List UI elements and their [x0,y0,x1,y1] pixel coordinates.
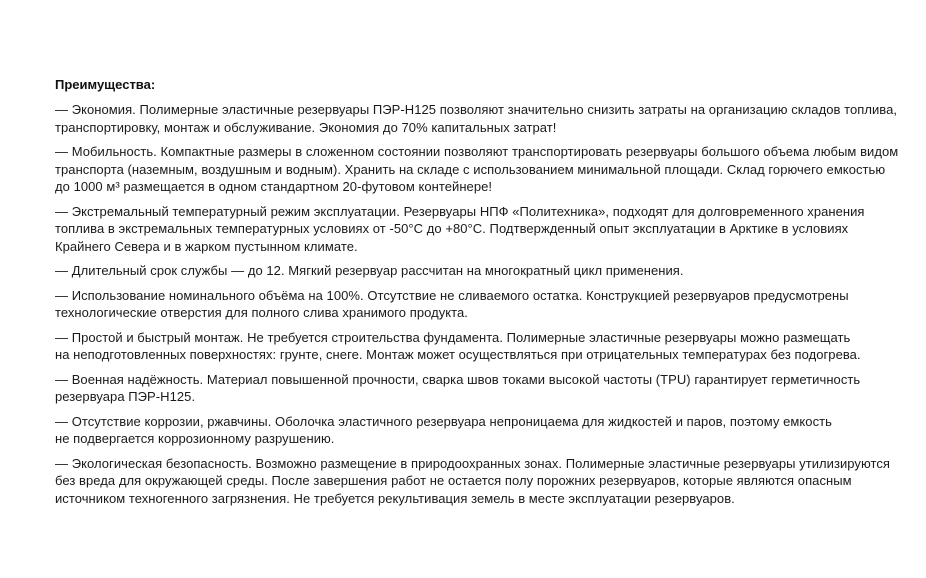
text-line: источником техногенного загрязнения. Не требуется рекультивация земель в месте эксплуатации резервуаров. [55,490,735,506]
advantage-temperature [55,203,885,256]
section-heading: Преимущества: [55,77,156,92]
text-line: топлива в экстремальных температурных условиях от -50°C до +80°C. Подтвержденный опыт эксплуатации в Арктике в условиях [55,221,849,236]
advantage-mobility [55,143,899,196]
text-line: без вреда для окружающей среды. После завершения работ не остается полу порожних резервуаров, которые являются опасным [55,473,852,488]
text-line: Крайнего Севера и в жарком пустынном климате. [55,238,358,254]
advantage-full-volume [55,287,885,322]
advantage-easy-installation [55,329,885,364]
text-line: — Военная надёжность. Материал повышенной прочности, сварка швов токами высокой частоты (TPU) гарантирует герметичность [55,371,861,387]
advantage-military-reliability [55,371,885,406]
text-line: транспортировку, монтаж и обслуживание. Экономия до 70% капитальных затрат! [55,119,557,135]
text-line: на неподготовленных поверхностях: грунте, снеге. Монтаж может осуществляться при отрицательных температурах без подогрева. [55,347,861,362]
text-line: — Длительный срок службы — до 12. Мягкий резервуар рассчитан на многократный цикл применения. [55,263,684,278]
text-line: технологические отверстия для полного слива хранимого продукта. [55,305,468,320]
text-line: — Использование номинального объёма на 100%. Отсутствие не сливаемого остатка. Конструкцией резервуаров предусмотрены [55,287,849,303]
advantages-section [55,76,899,514]
text-line: резервуара ПЭР-Н125. [55,389,196,404]
advantage-ecology [55,455,890,508]
text-line: до 1000 м³ размещается в одном стандартном 20-футовом контейнере! [55,179,493,194]
text-line: — Экстремальный температурный режим эксплуатации. Резервуары НПФ «Политехника», подходят для долговременного хранения [55,203,865,219]
text-line: — Отсутствие коррозии, ржавчины. Оболочка эластичного резервуара непроницаема для жидкостей и паров, поэтому емкость [55,413,832,429]
advantage-no-corrosion [55,413,885,448]
advantage-service-life [55,262,885,280]
text-line: — Экологическая безопасность. Возможно размещение в природоохранных зонах. Полимерные эластичные резервуары утилизируются [55,455,890,471]
text-line: не подвергается коррозионному разрушению. [55,431,335,446]
text-line: транспорта (наземным, воздушным и водным). Хранить на складе с использованием минимальной площади. Склад горючего емкостью [55,161,886,177]
text-line: — Простой и быстрый монтаж. Не требуется строительства фундамента. Полимерные эластичные резервуары можно размещать [55,329,851,345]
text-line: — Экономия. Полимерные эластичные резервуары ПЭР-Н125 позволяют значительно снизить затраты на организацию складов топлива, [55,102,898,117]
text-line: — Мобильность. Компактные размеры в сложенном состоянии позволяют транспортировать резервуары большого объема любым видом [55,144,899,159]
advantage-economy [55,101,898,136]
